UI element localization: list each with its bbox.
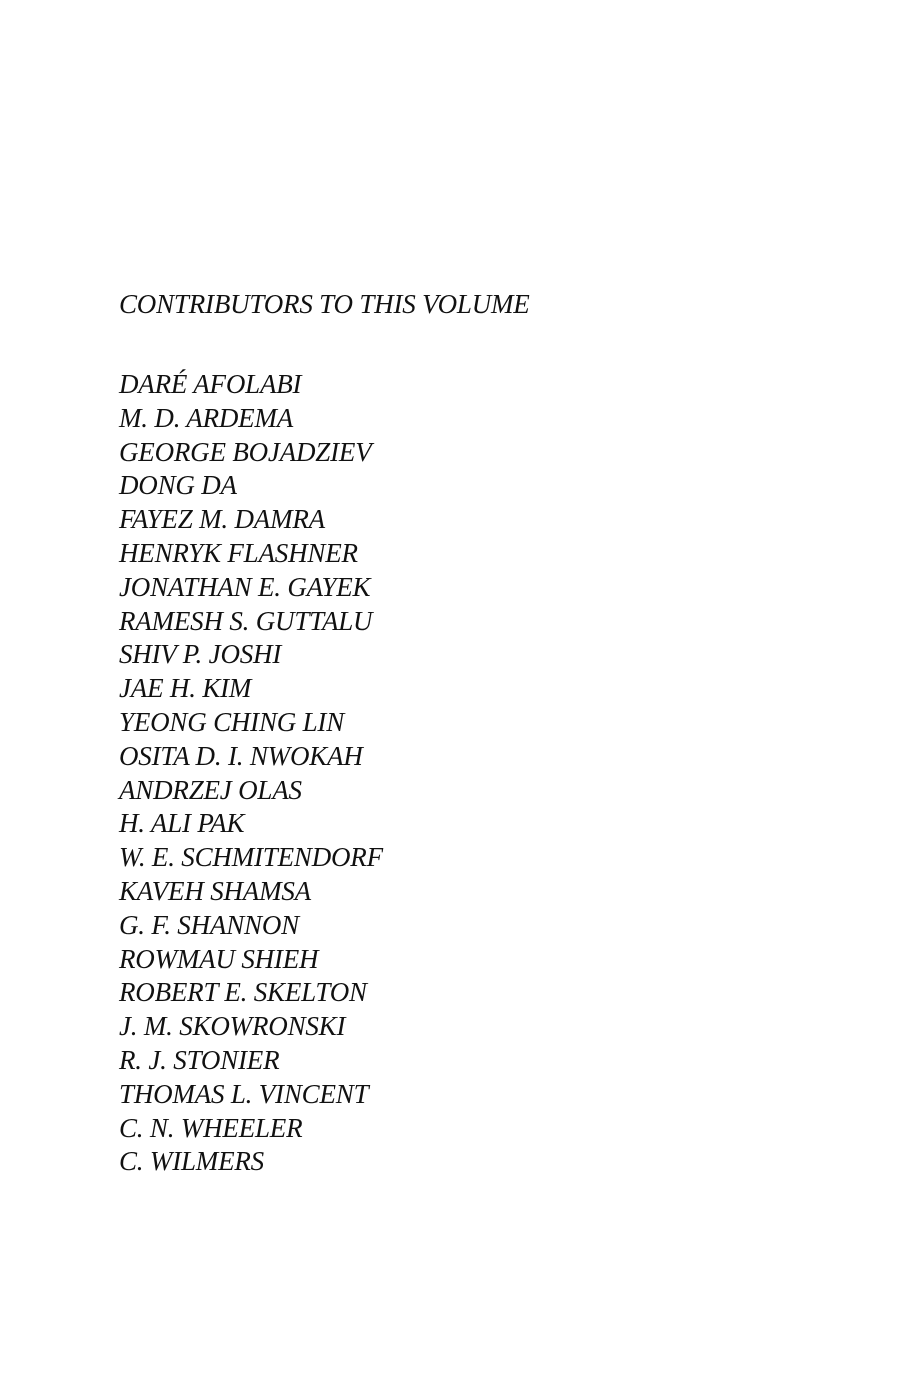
contributor-name: ANDRZEJ OLAS: [119, 774, 302, 805]
contributor-name: C. N. WHEELER: [119, 1112, 303, 1143]
contributor-name: JAE H. KIM: [119, 673, 252, 704]
contributor-name: H. ALI PAK: [119, 808, 245, 839]
contributor-name: YEONG CHING LIN: [119, 706, 345, 737]
contributor-name: GEORGE BOJADZIEV: [119, 436, 372, 467]
contributor-name: R. J. STONIER: [119, 1044, 280, 1075]
contributor-name: ROWMAU SHIEH: [119, 943, 319, 974]
contributor-list: [119, 368, 383, 1179]
contributor-name: DONG DA: [119, 470, 237, 501]
contributor-name: W. E. SCHMITENDORF: [119, 842, 383, 873]
contributor-name: ROBERT E. SKELTON: [119, 977, 367, 1008]
contributor-name: FAYEZ M. DAMRA: [119, 504, 325, 535]
page-title: CONTRIBUTORS TO THIS VOLUME: [119, 289, 530, 319]
contributor-name: HENRYK FLASHNER: [119, 537, 358, 568]
contributor-name: J. M. SKOWRONSKI: [119, 1011, 346, 1042]
contributor-name: SHIV P. JOSHI: [119, 639, 282, 670]
contributor-name: THOMAS L. VINCENT: [119, 1078, 369, 1109]
contributor-name: OSITA D. I. NWOKAH: [119, 740, 363, 771]
contributor-name: JONATHAN E. GAYEK: [119, 571, 371, 602]
contributor-name: C. WILMERS: [119, 1146, 264, 1177]
contributor-name: KAVEH SHAMSA: [119, 875, 311, 906]
contributor-name: DARÉ AFOLABI: [119, 369, 302, 399]
contributor-name: RAMESH S. GUTTALU: [119, 605, 373, 636]
contributor-name: M. D. ARDEMA: [119, 402, 294, 433]
contributor-name: G. F. SHANNON: [119, 909, 299, 940]
